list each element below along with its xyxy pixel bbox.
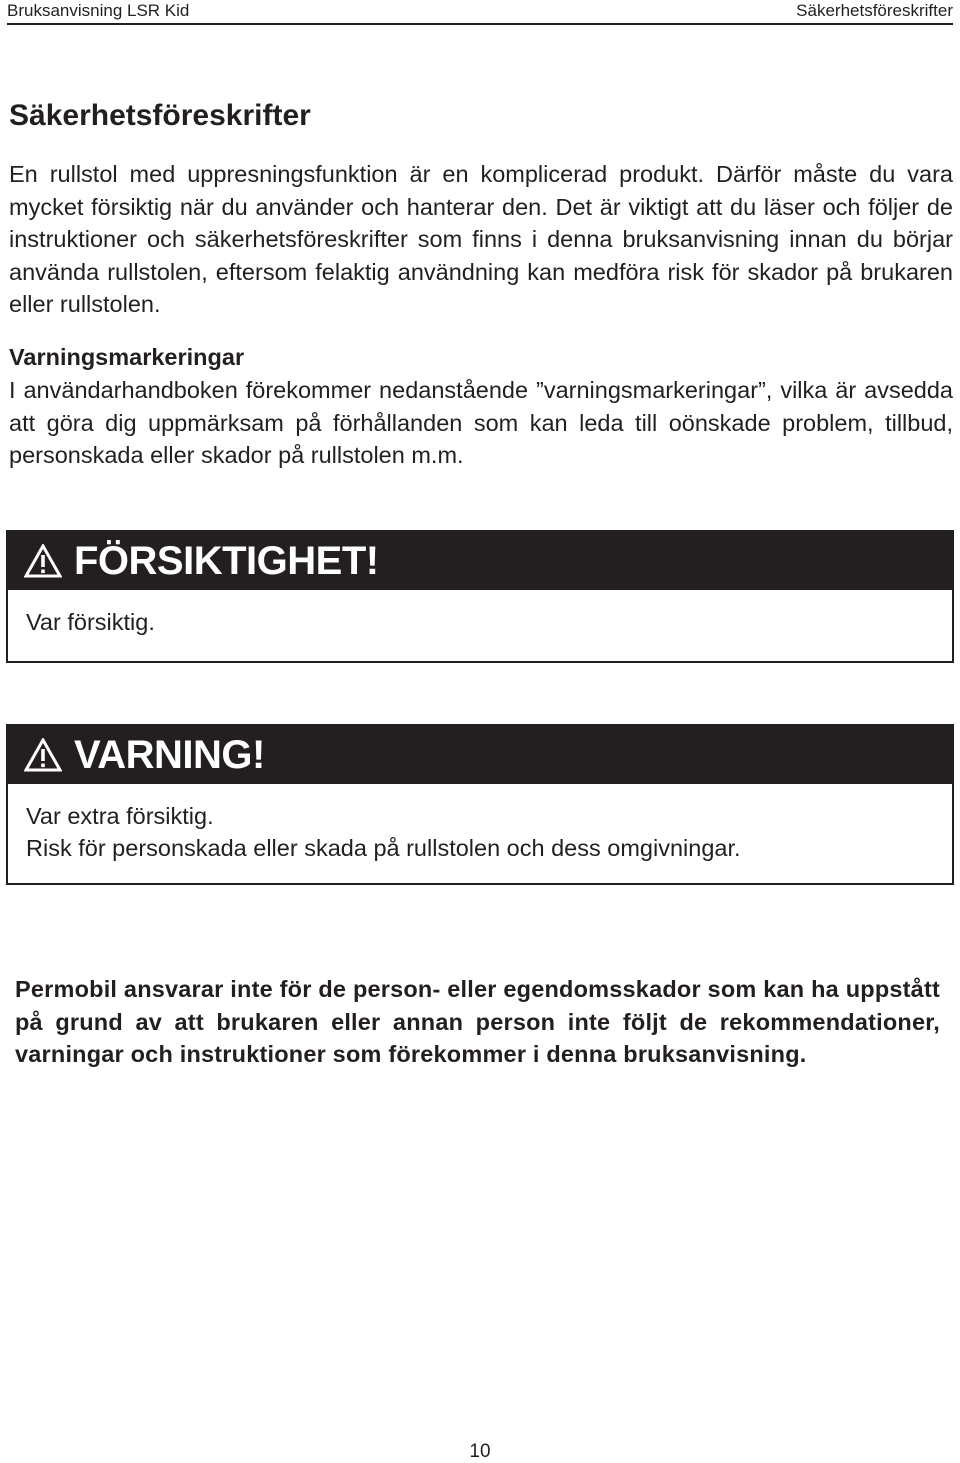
warning-text-line: Risk för personskada eller skada på rullstolen och dess omgivningar. [26,835,741,861]
page-number: 10 [469,1441,491,1462]
liability-disclaimer: Permobil ansvarar inte för de person- eller egendomsskador som kan ha uppstått på grund av att brukaren eller annan person inte följt de rekommendationer, varningar och instruktioner som förekommer i denna bruksanvisning. [15,976,940,1067]
section-heading: Varningsmarkeringar [9,344,245,370]
caution-header-bar [8,532,952,590]
header-document-title: Bruksanvisning LSR Kid [7,1,190,20]
warning-triangle-icon [24,738,62,772]
running-header [7,0,953,25]
caution-body [8,590,952,638]
caution-label: FÖRSIKTIGHET! [74,539,379,583]
warning-notice [6,724,954,885]
caution-notice [6,530,954,663]
page-title: Säkerhetsföreskrifter [9,99,311,132]
section-paragraph: I användarhandboken förekommer nedanstående ”varningsmarkeringar”, vilka är avsedda att göra dig uppmärksam på förhållanden som kan leda till oönskade problem, tillbud, personskada eller skador på rullstolen m.m. [9,377,953,468]
warning-label: VARNING! [74,733,265,777]
header-section-title: Säkerhetsföreskrifter [796,1,953,20]
warning-text-line: Var extra försiktig. [26,803,214,829]
caution-text-line: Var försiktig. [26,609,155,635]
warning-body [8,784,952,864]
warning-triangle-icon [24,544,62,578]
warning-header-bar [8,726,952,784]
intro-paragraph: En rullstol med uppresningsfunktion är en komplicerad produkt. Därför måste du vara mycket försiktig när du använder och hanterar den. Det är viktigt att du läser och följer de instruktioner och säkerhetsföreskrifter som finns i denna bruksanvisning innan du börjar använda rullstolen, eftersom felaktig användning kan medföra risk för skador på brukaren eller rullstolen. [9,161,953,317]
